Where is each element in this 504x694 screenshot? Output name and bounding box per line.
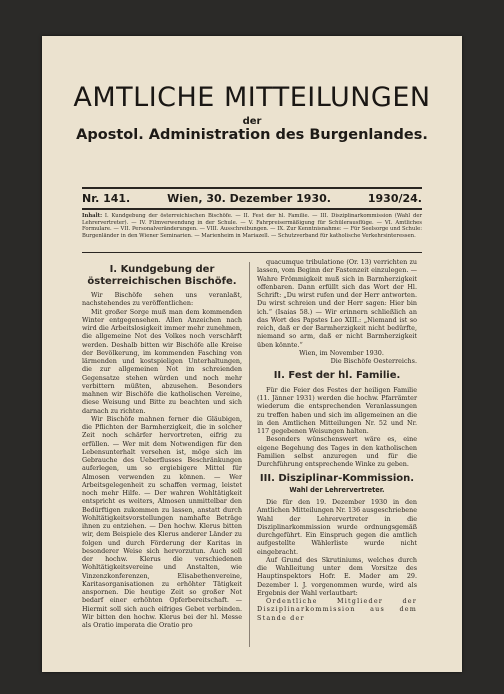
left-column [82,264,242,629]
masthead-der: der [242,116,262,127]
header-rule-bottom [82,208,422,210]
toc-rule [82,252,422,253]
header-rule-top [82,187,422,189]
section2-heading: II. Fest der hl. Familie. [273,370,401,382]
masthead-subtitle: Apostol. Administration des Burgenlandes. [76,127,428,143]
section3-paragraph: Die für den 19. Dezember 1930 in den Amtlichen Mitteilungen Nr. 136 ausgeschriebene Wahl der Lehrervertreter in die Disziplinarkommission wurde ordnungsgemäß durchgeführt. Ein Einspruch gegen die amtlich aufgestellte Wählerliste wurde nicht eingebracht. [257,498,417,556]
section1-signature: Die Bischöfe Oesterreichs. [330,357,417,365]
issue-volume: 1930/24. [367,192,422,205]
table-of-contents [82,213,422,240]
section2-paragraph: Für die Feier des Festes der heiligen Familie (11. Jänner 1931) werden die hochw. Pfarrämter wiederum die entsprechenden Veranlassungen zu treffen haben und sich im allgemeinen an die in den Amtlichen Mitteilungen Nr. 52 und Nr. 117 gegebenen Weisungen halten. [257,385,417,435]
section3-paragraph: Auf Grund des Skrutiniums, welches durch die Wahlleitung unter dem Vorsitze des Hauptinspektors Hofr. E. Mader am 29. Dezember l. J. vorgenommen wurde, wird als Ergebnis der Wahl verlautbart: [257,555,417,597]
section1-date-line: Wien, im November 1930. [299,348,384,357]
section1-paragraph: Wir Bischöfe sehen uns veranlaßt, nachstehendes zu veröffentlichen: [82,291,242,308]
section3-paragraph: Ordentliche Mitglieder der Disziplinarkommission aus dem Stande der [257,597,417,622]
document-page [42,36,462,672]
section1-paragraph: Mit großer Sorge muß man dem kommenden Winter entgegensehen. Allen Anzeichen nach wird die Arbeitslosigkeit immer mehr zunehmen, die allgemeine Not des Volkes noch verschärft werden. Deshalb bitten wir Bischöfe alle Kreise der Bevölkerung, im kommenden Fasching von lärmenden und kostspieligen Unterhaltungen, die zur allgemeinen Not im schreienden Gegensatze stehen würden und noch mehr verbittern müßten, abzusehen. Besonders mahnen wir Bischöfe die katholischen Vereine, diese Weisung und Bitte zu beachten und sich darnach zu richten. [82,307,242,415]
issue-line [82,192,422,205]
toc-text: I. Kundgebung der österreichischen Bischöfe. — II. Fest der hl. Familie. — III. Disziplinarkommission (Wahl der Lehrervertreter). — IV. Filmverwendung in der Schule. — V. Fahrpreisermäßigung für Schülerausflüge. — VI. Amtliches Formulare. — VII. Personalveränderungen. — VIII. Ausschreibungen. — IX. Zur Kenntnisnahme: — Für Seelsorge und Schule: Burgenländer in den Wiener Seminarien. — Marienheim in Mariazell. — Schutzverband für katholische Verkehrsinteressen. [82,213,422,240]
section2-paragraph: Besonders wünschenswert wäre es, eine eigene Begehung des Tages in den katholischen Familien selbst anzuregen und für die Durchführung entsprechende Winke zu geben. [257,435,417,468]
issue-number: Nr. 141. [82,192,131,205]
section1-heading: I. Kundgebung der österreichischen Bischöfe. [87,264,237,287]
section1-continuation: quacumque tribulatione (Or. 13) verrichten zu lassen, vom Beginn der Fastenzeit einzulegen. — Wahre Frömmigkeit muß sich in Barmherzigkeit offenbaren. Dann erfüllt sich das Wort der Hl. Schrift: „Du wirst rufen und der Herr antworten. Du wirst schreien und der Herr sagen: Hier bin ich.“ (Isaias 58.) — Wir erinnern schließlich an das Wort des Papstes Leo XIII.: „Niemand ist so reich, daß er der Barmherzigkeit nicht bedürfte, niemand so arm, daß er nicht Barmherzigkeit üben könnte.“ [257,258,417,349]
column-divider [249,262,250,647]
section3-subheading: Wahl der Lehrervertreter. [289,485,385,494]
right-column [257,258,417,622]
issue-date: Wien, 30. Dezember 1930. [167,192,331,205]
section3-heading: III. Disziplinar-Kommission. [259,473,415,485]
section1-paragraph: Wir Bischöfe mahnen ferner die Gläubigen, die Pflichten der Barmherzigkeit, die in solcher Zeit noch schärfer hervortreten, eifrig zu erfüllen. — Wer mit dem Notwendigen für den Lebensunterhalt versehen ist, möge sich im Gebrauche des Ueberflusses Beschränkungen auferlegen, um so ergiebigere Mittel für Almosen verwenden zu können. — Wer Arbeitsgelegenheit zu schaffen vermag, leistet noch mehr Hilfe. — Der wahren Wohltätigkeit entspricht es weiters, Almosen unmittelbar den Bedürftigen zukommen zu lassen, anstatt durch Wohltätigkeitsvorstellungen namhafte Beträge ihnen zu entziehen. — Den hochw. Klerus bitten wir, dem Beispiele des Klerus anderer Länder zu folgen und durch Förderung der Karitas in besonderer Weise sich hervorzutun. Auch soll der hochw. Klerus die verschiedenen Wohltätigkeitsvereine und Anstalten, wie Vinzenzkonferenzen, Elisabethenvereine, Karitasorganisationen zu erhöhter Tätigkeit anspornen. Die heutige Zeit so großer Not bedarf einer erhöhten Opferbereitschaft. — Hiermit soll sich auch eifriges Gebet verbinden. Wir bitten den hochw. Klerus bei der hl. Messe als Oratio imperata die Oratio pro [82,414,242,629]
masthead-title: AMTLICHE MITTEILUNGEN [73,82,431,113]
toc-label: Inhalt: [82,213,103,219]
